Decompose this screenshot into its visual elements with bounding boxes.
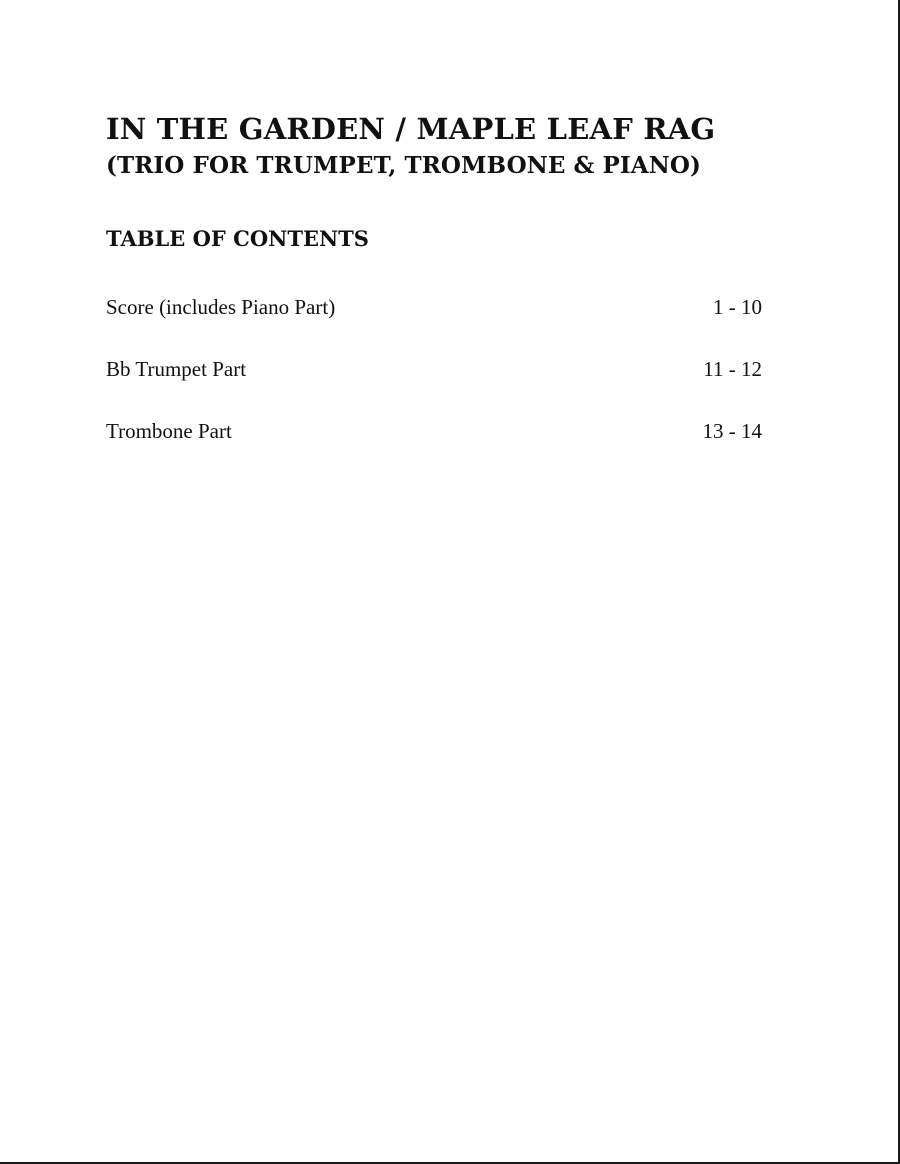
toc-entry-label: Bb Trumpet Part: [106, 357, 247, 381]
toc-entry-trumpet: [106, 354, 762, 416]
toc-list: [106, 292, 762, 478]
document-subtitle: (TRIO FOR TRUMPET, TROMBONE & PIANO): [106, 152, 701, 179]
toc-heading: TABLE OF CONTENTS: [106, 226, 369, 251]
toc-entry-pages: 11 - 12: [703, 357, 762, 381]
document-title: IN THE GARDEN / MAPLE LEAF RAG: [106, 112, 716, 146]
toc-entry-trombone: [106, 416, 762, 478]
toc-entry-label: Score (includes Piano Part): [106, 295, 336, 319]
title-block: [106, 110, 826, 184]
toc-entry-score: [106, 292, 762, 354]
toc-entry-label: Trombone Part: [106, 419, 232, 443]
toc-entry-pages: 1 - 10: [713, 295, 762, 319]
toc-entry-pages: 13 - 14: [702, 419, 762, 443]
